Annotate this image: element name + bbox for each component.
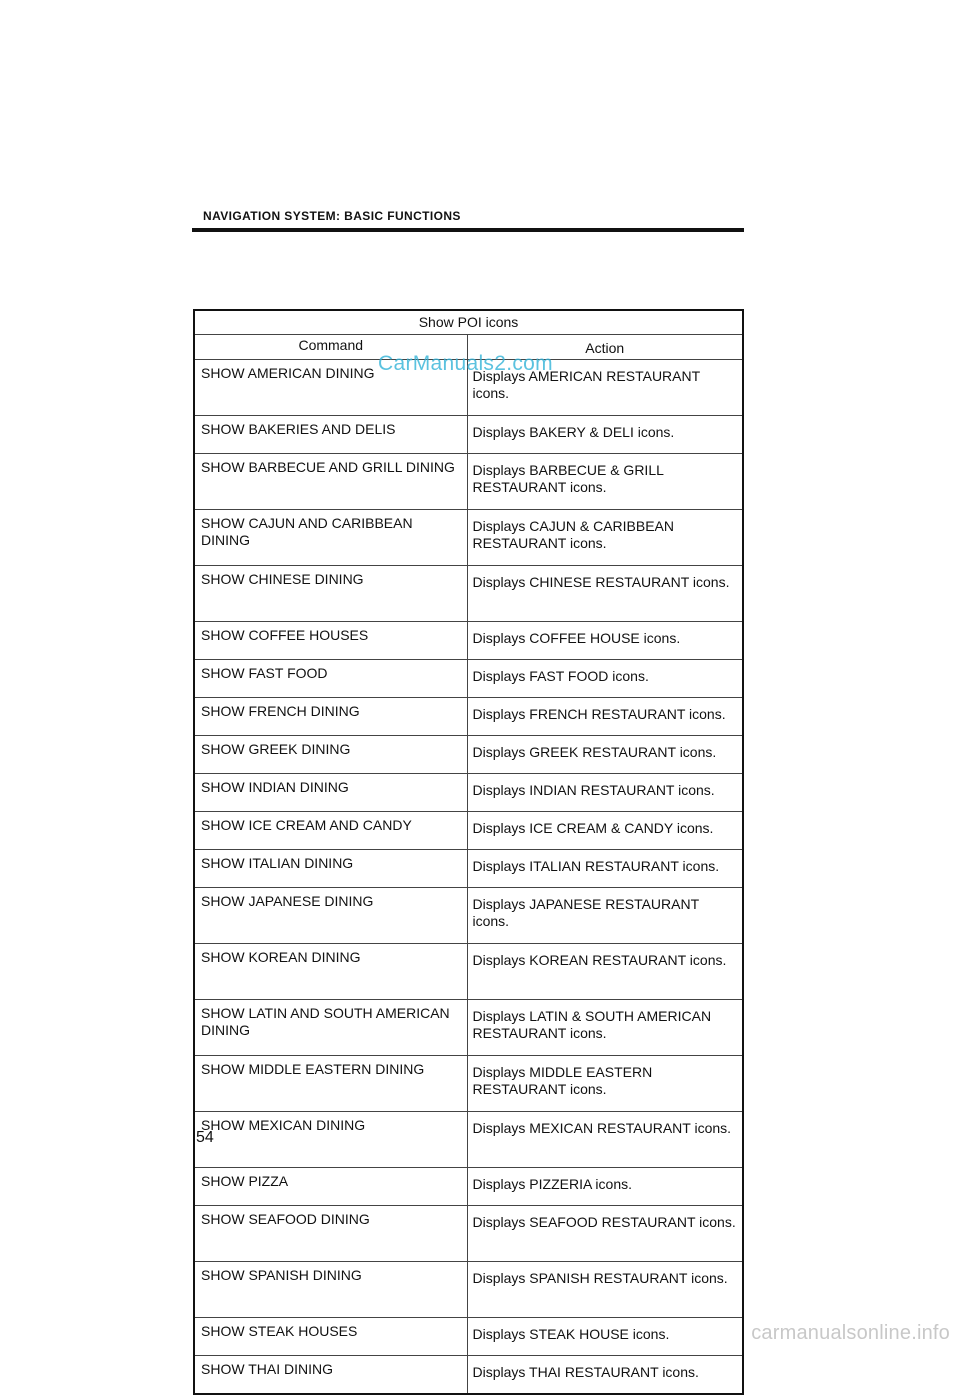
action-cell: Displays FRENCH RESTAURANT icons. [467,698,743,736]
table-row [194,1112,743,1168]
command-cell: SHOW SEAFOOD DINING [194,1206,467,1262]
header-rule [192,228,744,232]
action-cell: Displays SEAFOOD RESTAURANT icons. [467,1206,743,1262]
table-row [194,1168,743,1206]
command-cell: SHOW AMERICAN DINING [194,360,467,416]
table-row [194,944,743,1000]
footer-watermark: carmanualsonline.info [751,1322,950,1344]
action-cell: Displays LATIN & SOUTH AMERICAN RESTAURANT icons. [467,1000,743,1056]
action-cell: Displays SPANISH RESTAURANT icons. [467,1262,743,1318]
table-row [194,566,743,622]
action-cell: Displays BAKERY & DELI icons. [467,416,743,454]
table-row [194,660,743,698]
table-row [194,1000,743,1056]
command-cell: SHOW STEAK HOUSES [194,1318,467,1356]
command-cell: SHOW CAJUN AND CARIBBEAN DINING [194,510,467,566]
table-caption-row [194,310,743,335]
command-cell: SHOW LATIN AND SOUTH AMERICAN DINING [194,1000,467,1056]
action-cell: Displays PIZZERIA icons. [467,1168,743,1206]
command-cell: SHOW PIZZA [194,1168,467,1206]
command-cell: SHOW KOREAN DINING [194,944,467,1000]
command-cell: SHOW BAKERIES AND DELIS [194,416,467,454]
command-cell: SHOW FAST FOOD [194,660,467,698]
action-cell: Displays CAJUN & CARIBBEAN RESTAURANT icons. [467,510,743,566]
command-cell: SHOW CHINESE DINING [194,566,467,622]
action-cell: Displays AMERICAN RESTAURANT icons. [467,360,743,416]
page-header-title: NAVIGATION SYSTEM: BASIC FUNCTIONS [203,209,461,223]
action-cell: Displays JAPANESE RESTAURANT icons. [467,888,743,944]
command-cell: SHOW JAPANESE DINING [194,888,467,944]
table-row [194,622,743,660]
table-row [194,888,743,944]
command-cell: SHOW MEXICAN DINING [194,1112,467,1168]
table-caption: Show POI icons [194,310,743,335]
column-header-command-label: Command [298,337,364,353]
table-row [194,510,743,566]
action-cell: Displays CHINESE RESTAURANT icons. [467,566,743,622]
action-cell: Displays INDIAN RESTAURANT icons. [467,774,743,812]
command-cell: SHOW COFFEE HOUSES [194,622,467,660]
command-cell: SHOW BARBECUE AND GRILL DINING [194,454,467,510]
carmanuals-watermark: CarManuals2.com [378,352,553,375]
table-row [194,1056,743,1112]
command-cell: SHOW MIDDLE EASTERN DINING [194,1056,467,1112]
action-cell: Displays GREEK RESTAURANT icons. [467,736,743,774]
table-row [194,454,743,510]
poi-command-table [193,309,744,1395]
table-row [194,1318,743,1356]
command-cell: SHOW SPANISH DINING [194,1262,467,1318]
action-cell: Displays ITALIAN RESTAURANT icons. [467,850,743,888]
table-row [194,1356,743,1395]
action-cell: Displays BARBECUE & GRILL RESTAURANT icons. [467,454,743,510]
action-cell: Displays ICE CREAM & CANDY icons. [467,812,743,850]
command-cell: SHOW ITALIAN DINING [194,850,467,888]
table-row [194,736,743,774]
table-row [194,1206,743,1262]
page-number: 54 [196,1129,214,1146]
command-cell: SHOW THAI DINING [194,1356,467,1395]
action-cell: Displays COFFEE HOUSE icons. [467,622,743,660]
table-row [194,416,743,454]
action-cell: Displays FAST FOOD icons. [467,660,743,698]
table-row [194,1262,743,1318]
command-cell: SHOW ICE CREAM AND CANDY [194,812,467,850]
action-cell: Displays MEXICAN RESTAURANT icons. [467,1112,743,1168]
table-row [194,812,743,850]
action-cell: Displays KOREAN RESTAURANT icons. [467,944,743,1000]
action-cell: Displays MIDDLE EASTERN RESTAURANT icons. [467,1056,743,1112]
command-cell: SHOW GREEK DINING [194,736,467,774]
action-cell: Displays THAI RESTAURANT icons. [467,1356,743,1395]
action-cell: Displays STEAK HOUSE icons. [467,1318,743,1356]
column-header-action-label: Action [585,340,625,356]
table-row [194,850,743,888]
table-row [194,774,743,812]
table-row [194,698,743,736]
command-cell: SHOW INDIAN DINING [194,774,467,812]
command-cell: SHOW FRENCH DINING [194,698,467,736]
